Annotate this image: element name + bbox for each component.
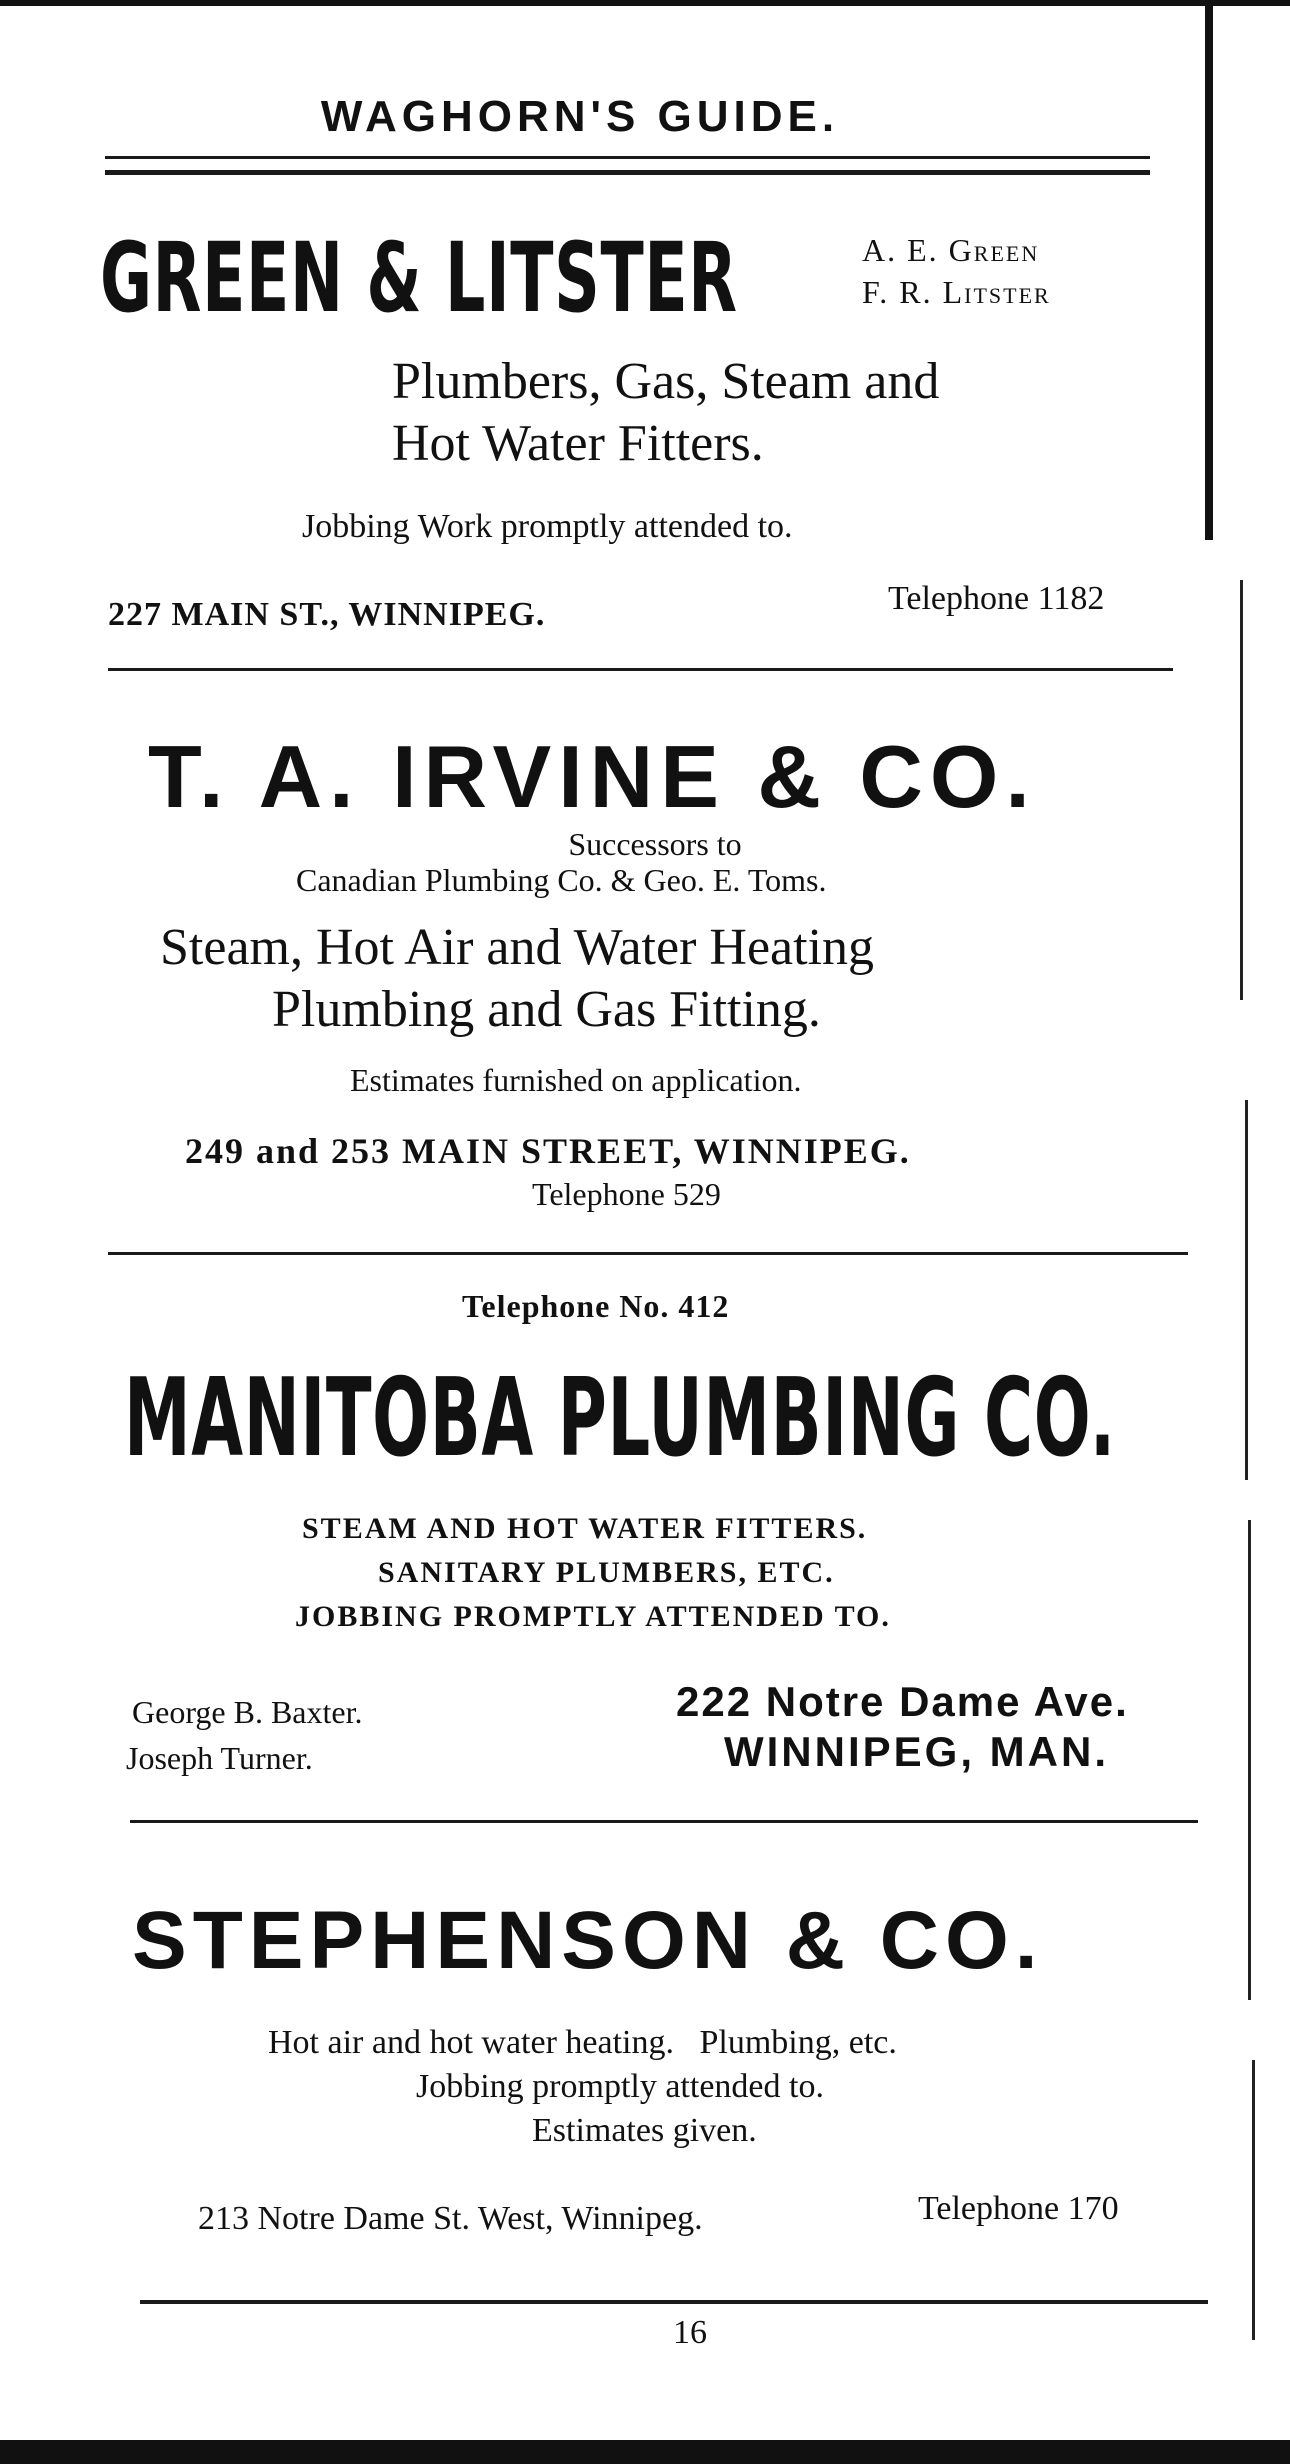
- note: Estimates furnished on application.: [350, 1062, 802, 1098]
- divider: [108, 668, 1173, 671]
- telephone: Telephone 1182: [888, 580, 1105, 617]
- divider: [108, 1252, 1188, 1255]
- services-line: Hot Water Fitters.: [392, 415, 764, 472]
- services-line: STEAM AND HOT WATER FITTERS.: [302, 1512, 868, 1545]
- scan-edge-right: [1205, 0, 1213, 540]
- divider: [130, 1820, 1198, 1823]
- header-rule-bottom: [105, 170, 1150, 175]
- services-line: Hot air and hot water heating. Plumbing, etc.: [268, 2024, 897, 2061]
- scan-edge-line: [1240, 580, 1243, 1000]
- services-line: Steam, Hot Air and Water Heating: [160, 919, 875, 976]
- address: 227 MAIN ST., WINNIPEG.: [108, 596, 546, 633]
- scan-edge-line: [1248, 1520, 1251, 2000]
- company-name: STEPHENSON & CO.: [132, 1895, 1044, 1986]
- partner-name: Joseph Turner.: [126, 1740, 313, 1776]
- partner-name: F. R. Litster: [862, 274, 1051, 310]
- services-line: Jobbing promptly attended to.: [416, 2068, 824, 2105]
- scan-edge-line: [1252, 2060, 1255, 2340]
- header-rule-top: [105, 156, 1150, 159]
- partner-name: A. E. Green: [862, 232, 1040, 268]
- address: 249 and 253 MAIN STREET, WINNIPEG.: [185, 1131, 911, 1171]
- scan-edge-bottom: [0, 2440, 1290, 2464]
- services-line: Plumbers, Gas, Steam and: [392, 353, 940, 410]
- note: Jobbing Work promptly attended to.: [302, 508, 793, 545]
- footer-rule: [140, 2300, 1208, 2304]
- services-line: Plumbing and Gas Fitting.: [272, 981, 821, 1038]
- page-header: WAGHORN'S GUIDE.: [320, 92, 840, 141]
- scan-edge-top: [0, 0, 1290, 6]
- address: WINNIPEG, MAN.: [724, 1728, 1109, 1775]
- successors-line: Canadian Plumbing Co. & Geo. E. Toms.: [296, 862, 827, 898]
- scan-edge-line: [1245, 1100, 1248, 1480]
- telephone: Telephone 170: [918, 2190, 1119, 2227]
- company-name: T. A. IRVINE & CO.: [148, 727, 1037, 826]
- services-line: SANITARY PLUMBERS, ETC.: [378, 1556, 835, 1589]
- services-line: JOBBING PROMPTLY ATTENDED TO.: [295, 1600, 891, 1633]
- company-name: GREEN & LITSTER: [100, 222, 738, 334]
- address: 222 Notre Dame Ave.: [676, 1678, 1129, 1725]
- address: 213 Notre Dame St. West, Winnipeg.: [198, 2200, 703, 2237]
- page-number: 16: [673, 2314, 707, 2351]
- partner-name: George B. Baxter.: [132, 1694, 363, 1730]
- telephone: Telephone 529: [532, 1176, 721, 1212]
- company-name: MANITOBA PLUMBING CO.: [124, 1356, 1116, 1481]
- services-line: Estimates given.: [532, 2112, 757, 2149]
- telephone: Telephone No. 412: [462, 1288, 730, 1324]
- successors-line: Successors to: [568, 826, 742, 862]
